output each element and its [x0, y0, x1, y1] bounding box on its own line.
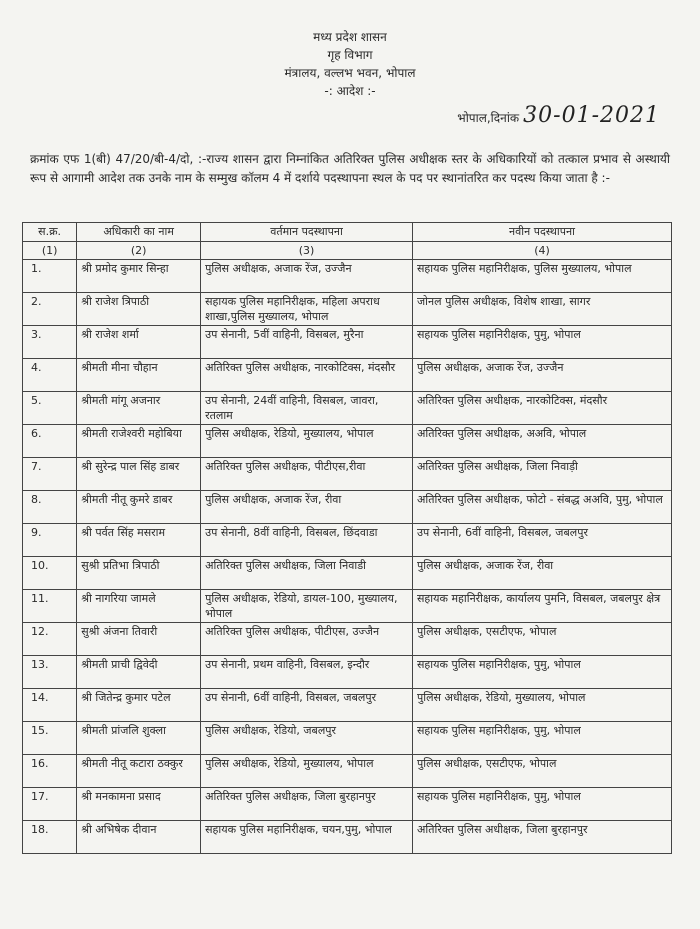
- current-posting-cell: अतिरिक्त पुलिस अधीक्षक, जिला निवाडी: [201, 557, 413, 590]
- new-posting-cell: सहायक पुलिस महानिरीक्षक, पुलिस मुख्यालय, भोपाल: [413, 260, 672, 293]
- table-row: [23, 590, 672, 623]
- officer-name-cell: श्रीमती मांगू अजनार: [77, 392, 201, 425]
- serial-number-cell: 8.: [23, 491, 77, 524]
- table-row: [23, 788, 672, 821]
- serial-number-cell: 9.: [23, 524, 77, 557]
- serial-number-cell: 15.: [23, 722, 77, 755]
- officer-name-cell: श्री सुरेन्द्र पाल सिंह डाबर: [77, 458, 201, 491]
- new-posting-cell: पुलिस अधीक्षक, एसटीएफ, भोपाल: [413, 623, 672, 656]
- table-row: [23, 689, 672, 722]
- officer-name-cell: श्रीमती नीतू कटारा ठक्कुर: [77, 755, 201, 788]
- new-posting-cell: सहायक पुलिस महानिरीक्षक, पुमु, भोपाल: [413, 656, 672, 689]
- new-posting-cell: अतिरिक्त पुलिस अधीक्षक, जिला बुरहानपुर: [413, 821, 672, 854]
- current-posting-cell: पुलिस अधीक्षक, अजाक रेंज, उज्जैन: [201, 260, 413, 293]
- current-posting-cell: पुलिस अधीक्षक, अजाक रेंज, रीवा: [201, 491, 413, 524]
- new-posting-cell: उप सेनानी, 6वीं वाहिनी, विसबल, जबलपुर: [413, 524, 672, 557]
- date-line: [457, 103, 660, 128]
- officer-name-cell: श्रीमती प्रांजलि शुक्ला: [77, 722, 201, 755]
- table-row: [23, 524, 672, 557]
- govt-name: मध्य प्रदेश शासन: [313, 30, 387, 44]
- col-index-3: (3): [201, 242, 413, 260]
- table-row: [23, 293, 672, 326]
- officer-name-cell: श्री जितेन्द्र कुमार पटेल: [77, 689, 201, 722]
- current-posting-cell: उप सेनानी, 6वीं वाहिनी, विसबल, जबलपुर: [201, 689, 413, 722]
- serial-number-cell: 12.: [23, 623, 77, 656]
- officer-name-cell: श्री राजेश त्रिपाठी: [77, 293, 201, 326]
- officer-name-cell: सुश्री अंजना तिवारी: [77, 623, 201, 656]
- current-posting-cell: सहायक पुलिस महानिरीक्षक, महिला अपराध शाखा,पुलिस मुख्यालय, भोपाल: [201, 293, 413, 326]
- officer-name-cell: श्री अभिषेक दीवान: [77, 821, 201, 854]
- officer-name-cell: श्रीमती मीना चौहान: [77, 359, 201, 392]
- new-posting-cell: सहायक पुलिस महानिरीक्षक, पुमु, भोपाल: [413, 722, 672, 755]
- officer-name-cell: श्री नागरिया जामले: [77, 590, 201, 623]
- serial-number-cell: 5.: [23, 392, 77, 425]
- new-posting-cell: जोनल पुलिस अधीक्षक, विशेष शाखा, सागर: [413, 293, 672, 326]
- new-posting-cell: सहायक महानिरीक्षक, कार्यालय पुमनि, विसबल, जबलपुर क्षेत्र: [413, 590, 672, 623]
- serial-number-cell: 18.: [23, 821, 77, 854]
- table-row: [23, 260, 672, 293]
- table-row: [23, 557, 672, 590]
- transfer-table: [22, 222, 672, 854]
- new-posting-cell: पुलिस अधीक्षक, एसटीएफ, भोपाल: [413, 755, 672, 788]
- header-current-posting: वर्तमान पदस्थापना: [201, 223, 413, 242]
- new-posting-cell: पुलिस अधीक्षक, अजाक रेंज, उज्जैन: [413, 359, 672, 392]
- current-posting-cell: उप सेनानी, 8वीं वाहिनी, विसबल, छिंदवाडा: [201, 524, 413, 557]
- serial-number-cell: 6.: [23, 425, 77, 458]
- header-sn: स.क्र.: [23, 223, 77, 242]
- officer-name-cell: श्री राजेश शर्मा: [77, 326, 201, 359]
- table-row: [23, 326, 672, 359]
- serial-number-cell: 13.: [23, 656, 77, 689]
- officer-name-cell: श्रीमती प्राची द्विवेदी: [77, 656, 201, 689]
- current-posting-cell: पुलिस अधीक्षक, रेडियो, जबलपुर: [201, 722, 413, 755]
- current-posting-cell: उप सेनानी, प्रथम वाहिनी, विसबल, इन्दौर: [201, 656, 413, 689]
- current-posting-cell: उप सेनानी, 24वीं वाहिनी, विसबल, जावरा, रतलाम: [201, 392, 413, 425]
- current-posting-cell: अतिरिक्त पुलिस अधीक्षक, पीटीएस, उज्जैन: [201, 623, 413, 656]
- serial-number-cell: 4.: [23, 359, 77, 392]
- table-row: [23, 755, 672, 788]
- serial-number-cell: 14.: [23, 689, 77, 722]
- order-paragraph: क्रमांक एफ 1(बी) 47/20/बी-4/दो, :-राज्य शासन द्वारा निम्नांकित अतिरिक्त पुलिस अधीक्षक स्तर के अधिकारियों को तत्काल प्रभाव से अस्थायी रूप से आगामी आदेश तक उनके नाम के सम्मुख कॉलम 4 में दर्शाये पदस्थापना स्थल के पद पर स्थानांतरित कर पदस्थ किया जाता है :-: [30, 152, 670, 185]
- serial-number-cell: 1.: [23, 260, 77, 293]
- new-posting-cell: अतिरिक्त पुलिस अधीक्षक, नारकोटिक्स, मंदसौर: [413, 392, 672, 425]
- current-posting-cell: पुलिस अधीक्षक, रेडियो, डायल-100, मुख्यालय, भोपाल: [201, 590, 413, 623]
- new-posting-cell: पुलिस अधीक्षक, अजाक रेंज, रीवा: [413, 557, 672, 590]
- table-row: [23, 491, 672, 524]
- table-header-row: [23, 223, 672, 242]
- table-row: [23, 359, 672, 392]
- date-prefix: भोपाल,दिनांक: [457, 111, 520, 125]
- officer-name-cell: श्रीमती नीतू कुमरे डाबर: [77, 491, 201, 524]
- current-posting-cell: अतिरिक्त पुलिस अधीक्षक, जिला बुरहानपुर: [201, 788, 413, 821]
- office-address: मंत्रालय, वल्लभ भवन, भोपाल: [284, 66, 416, 80]
- table-row: [23, 425, 672, 458]
- new-posting-cell: पुलिस अधीक्षक, रेडियो, मुख्यालय, भोपाल: [413, 689, 672, 722]
- department-name: गृह विभाग: [327, 48, 373, 62]
- officer-name-cell: श्री मनकामना प्रसाद: [77, 788, 201, 821]
- current-posting-cell: पुलिस अधीक्षक, रेडियो, मुख्यालय, भोपाल: [201, 425, 413, 458]
- column-index-row: [23, 242, 672, 260]
- new-posting-cell: सहायक पुलिस महानिरीक्षक, पुमु, भोपाल: [413, 326, 672, 359]
- header-name: अधिकारी का नाम: [77, 223, 201, 242]
- officer-name-cell: श्री प्रमोद कुमार सिन्हा: [77, 260, 201, 293]
- col-index-1: (1): [23, 242, 77, 260]
- new-posting-cell: अतिरिक्त पुलिस अधीक्षक, अअवि, भोपाल: [413, 425, 672, 458]
- handwritten-date: 30-01-2021: [523, 103, 660, 128]
- order-heading: -: आदेश :-: [324, 84, 376, 98]
- col-index-2: (2): [77, 242, 201, 260]
- officer-name-cell: सुश्री प्रतिभा त्रिपाठी: [77, 557, 201, 590]
- table-row: [23, 821, 672, 854]
- table-row: [23, 458, 672, 491]
- serial-number-cell: 2.: [23, 293, 77, 326]
- header-new-posting: नवीन पदस्थापना: [413, 223, 672, 242]
- table-row: [23, 392, 672, 425]
- serial-number-cell: 16.: [23, 755, 77, 788]
- serial-number-cell: 3.: [23, 326, 77, 359]
- document-header: [0, 28, 700, 100]
- officer-name-cell: श्रीमती राजेश्वरी महोबिया: [77, 425, 201, 458]
- current-posting-cell: पुलिस अधीक्षक, रेडियो, मुख्यालय, भोपाल: [201, 755, 413, 788]
- serial-number-cell: 11.: [23, 590, 77, 623]
- serial-number-cell: 10.: [23, 557, 77, 590]
- current-posting-cell: सहायक पुलिस महानिरीक्षक, चयन,पुमु, भोपाल: [201, 821, 413, 854]
- table-row: [23, 656, 672, 689]
- new-posting-cell: अतिरिक्त पुलिस अधीक्षक, जिला निवाड़ी: [413, 458, 672, 491]
- new-posting-cell: सहायक पुलिस महानिरीक्षक, पुमु, भोपाल: [413, 788, 672, 821]
- table-body: [23, 260, 672, 854]
- table-row: [23, 623, 672, 656]
- col-index-4: (4): [413, 242, 672, 260]
- serial-number-cell: 17.: [23, 788, 77, 821]
- table-row: [23, 722, 672, 755]
- current-posting-cell: अतिरिक्त पुलिस अधीक्षक, नारकोटिक्स, मंदसौर: [201, 359, 413, 392]
- new-posting-cell: अतिरिक्त पुलिस अधीक्षक, फोटो - संबद्ध अअवि, पुमु, भोपाल: [413, 491, 672, 524]
- current-posting-cell: अतिरिक्त पुलिस अधीक्षक, पीटीएस,रीवा: [201, 458, 413, 491]
- officer-name-cell: श्री पर्वत सिंह मसराम: [77, 524, 201, 557]
- serial-number-cell: 7.: [23, 458, 77, 491]
- current-posting-cell: उप सेनानी, 5वीं वाहिनी, विसबल, मुरैना: [201, 326, 413, 359]
